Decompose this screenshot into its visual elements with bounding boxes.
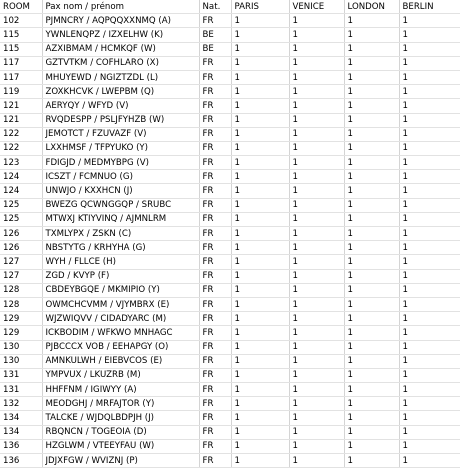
london-cell[interactable]: 1 — [344, 113, 399, 127]
berlin-cell[interactable]: 1 — [399, 170, 460, 184]
room-cell[interactable]: 129 — [0, 312, 42, 326]
venice-cell[interactable]: 1 — [289, 184, 344, 198]
room-cell[interactable]: 125 — [0, 198, 42, 212]
nationality-cell[interactable]: FR — [199, 368, 231, 382]
london-cell[interactable]: 1 — [344, 439, 399, 453]
pax-name-cell[interactable]: WJZWIQVV / CIDADYARC (M) — [42, 312, 199, 326]
header-berlin[interactable]: BERLIN — [399, 0, 460, 14]
header-london[interactable]: LONDON — [344, 0, 399, 14]
venice-cell[interactable]: 1 — [289, 227, 344, 241]
table-row — [0, 368, 460, 382]
london-cell[interactable]: 1 — [344, 411, 399, 425]
paris-cell[interactable]: 1 — [231, 227, 289, 241]
venice-cell[interactable]: 1 — [289, 297, 344, 311]
room-cell[interactable]: 127 — [0, 269, 42, 283]
london-cell[interactable]: 1 — [344, 227, 399, 241]
table-row — [0, 283, 460, 297]
paris-cell[interactable]: 1 — [231, 255, 289, 269]
nationality-cell[interactable]: FR — [199, 212, 231, 226]
table-row — [0, 14, 460, 28]
room-cell[interactable]: 124 — [0, 170, 42, 184]
london-cell[interactable]: 1 — [344, 326, 399, 340]
pax-name-cell[interactable]: ICKBODIM / WFKWO MNHAGC — [42, 326, 199, 340]
room-cell[interactable]: 119 — [0, 85, 42, 99]
pax-name-cell[interactable]: ICSZT / FCMNUO (G) — [42, 170, 199, 184]
venice-cell[interactable]: 1 — [289, 127, 344, 141]
berlin-cell[interactable]: 1 — [399, 255, 460, 269]
pax-name-cell[interactable]: LXXHMSF / TFPYUKO (Y) — [42, 141, 199, 155]
nationality-cell[interactable]: BE — [199, 42, 231, 56]
pax-name-cell[interactable]: NBSTYTG / KRHYHA (G) — [42, 241, 199, 255]
london-cell[interactable]: 1 — [344, 42, 399, 56]
berlin-cell[interactable]: 1 — [399, 212, 460, 226]
venice-cell[interactable]: 1 — [289, 85, 344, 99]
pax-name-cell[interactable]: HZGLWM / VTEEYFAU (W) — [42, 439, 199, 453]
room-cell[interactable]: 128 — [0, 283, 42, 297]
nationality-cell[interactable]: FR — [199, 397, 231, 411]
paris-cell[interactable]: 1 — [231, 70, 289, 84]
nationality-cell[interactable]: FR — [199, 297, 231, 311]
table-row — [0, 255, 460, 269]
nationality-cell[interactable]: FR — [199, 85, 231, 99]
venice-cell[interactable]: 1 — [289, 241, 344, 255]
pax-name-cell[interactable]: HHFFNM / IGIWYY (A) — [42, 383, 199, 397]
venice-cell[interactable]: 1 — [289, 340, 344, 354]
nationality-cell[interactable]: FR — [199, 411, 231, 425]
header-pax-name[interactable]: Pax nom / prénom — [42, 0, 199, 14]
berlin-cell[interactable]: 1 — [399, 156, 460, 170]
paris-cell[interactable]: 1 — [231, 368, 289, 382]
room-cell[interactable]: 131 — [0, 383, 42, 397]
berlin-cell[interactable]: 1 — [399, 340, 460, 354]
london-cell[interactable]: 1 — [344, 269, 399, 283]
nationality-cell[interactable]: FR — [199, 113, 231, 127]
venice-cell[interactable]: 1 — [289, 283, 344, 297]
nationality-cell[interactable]: FR — [199, 141, 231, 155]
paris-cell[interactable]: 1 — [231, 283, 289, 297]
table-row — [0, 312, 460, 326]
table-row — [0, 425, 460, 439]
nationality-cell[interactable]: FR — [199, 184, 231, 198]
berlin-cell[interactable]: 1 — [399, 42, 460, 56]
berlin-cell[interactable]: 1 — [399, 383, 460, 397]
room-cell[interactable]: 126 — [0, 227, 42, 241]
pax-name-cell[interactable]: BWEZG QCWNGGQP / SRUBC — [42, 198, 199, 212]
header-room[interactable]: ROOM — [0, 0, 42, 14]
table-row — [0, 411, 460, 425]
london-cell[interactable]: 1 — [344, 184, 399, 198]
berlin-cell[interactable]: 1 — [399, 326, 460, 340]
table-row — [0, 212, 460, 226]
table-row — [0, 269, 460, 283]
room-cell[interactable]: 130 — [0, 354, 42, 368]
pax-name-cell[interactable]: AZXIBMAM / HCMKQF (W) — [42, 42, 199, 56]
paris-cell[interactable]: 1 — [231, 312, 289, 326]
table-row — [0, 99, 460, 113]
table-row — [0, 127, 460, 141]
table-row — [0, 354, 460, 368]
berlin-cell[interactable]: 1 — [399, 354, 460, 368]
berlin-cell[interactable]: 1 — [399, 227, 460, 241]
london-cell[interactable]: 1 — [344, 212, 399, 226]
pax-name-cell[interactable]: WYH / FLLCE (H) — [42, 255, 199, 269]
nationality-cell[interactable]: BE — [199, 28, 231, 42]
london-cell[interactable]: 1 — [344, 283, 399, 297]
room-cell[interactable]: 127 — [0, 255, 42, 269]
nationality-cell[interactable]: FR — [199, 269, 231, 283]
paris-cell[interactable]: 1 — [231, 269, 289, 283]
table-row — [0, 141, 460, 155]
room-cell[interactable]: 131 — [0, 368, 42, 382]
nationality-cell[interactable]: FR — [199, 241, 231, 255]
london-cell[interactable]: 1 — [344, 354, 399, 368]
berlin-cell[interactable]: 1 — [399, 70, 460, 84]
pax-name-cell[interactable]: AMNKULWH / EIEBVCOS (E) — [42, 354, 199, 368]
pax-name-cell[interactable]: RVQDESPP / PSLJFYHZB (W) — [42, 113, 199, 127]
table-row — [0, 85, 460, 99]
table-row — [0, 227, 460, 241]
paris-cell[interactable]: 1 — [231, 411, 289, 425]
room-cell[interactable]: 123 — [0, 156, 42, 170]
london-cell[interactable]: 1 — [344, 425, 399, 439]
berlin-cell[interactable]: 1 — [399, 397, 460, 411]
berlin-cell[interactable]: 1 — [399, 141, 460, 155]
venice-cell[interactable]: 1 — [289, 56, 344, 70]
nationality-cell[interactable]: FR — [199, 198, 231, 212]
table-row — [0, 340, 460, 354]
berlin-cell[interactable]: 1 — [399, 454, 460, 468]
venice-cell[interactable]: 1 — [289, 411, 344, 425]
london-cell[interactable]: 1 — [344, 56, 399, 70]
table-row — [0, 439, 460, 453]
table-row — [0, 383, 460, 397]
london-cell[interactable]: 1 — [344, 255, 399, 269]
nationality-cell[interactable]: FR — [199, 227, 231, 241]
table-row — [0, 70, 460, 84]
room-cell[interactable]: 134 — [0, 425, 42, 439]
london-cell[interactable]: 1 — [344, 340, 399, 354]
venice-cell[interactable]: 1 — [289, 141, 344, 155]
table-row — [0, 326, 460, 340]
table-row — [0, 198, 460, 212]
room-cell[interactable]: 121 — [0, 99, 42, 113]
nationality-cell[interactable]: FR — [199, 283, 231, 297]
venice-cell[interactable]: 1 — [289, 255, 344, 269]
paris-cell[interactable]: 1 — [231, 170, 289, 184]
pax-name-cell[interactable]: YWNLENQPZ / IZXELHW (K) — [42, 28, 199, 42]
venice-cell[interactable]: 1 — [289, 113, 344, 127]
pax-name-cell[interactable]: UNWJO / KXXHCN (J) — [42, 184, 199, 198]
nationality-cell[interactable]: FR — [199, 354, 231, 368]
pax-name-cell[interactable]: ZGD / KVYP (F) — [42, 269, 199, 283]
paris-cell[interactable]: 1 — [231, 14, 289, 28]
room-cell[interactable]: 130 — [0, 340, 42, 354]
paris-cell[interactable]: 1 — [231, 141, 289, 155]
nationality-cell[interactable]: FR — [199, 170, 231, 184]
table-body — [0, 14, 460, 468]
paris-cell[interactable]: 1 — [231, 99, 289, 113]
berlin-cell[interactable]: 1 — [399, 297, 460, 311]
pax-name-cell[interactable]: TXMLYPX / ZSKN (C) — [42, 227, 199, 241]
paris-cell[interactable]: 1 — [231, 425, 289, 439]
room-cell[interactable]: 128 — [0, 297, 42, 311]
pax-name-cell[interactable]: AERYQY / WFYD (V) — [42, 99, 199, 113]
pax-name-cell[interactable]: CBDEYBGQE / MKMIPIO (Y) — [42, 283, 199, 297]
pax-name-cell[interactable]: PJBCCCX VOB / EEHAPGY (O) — [42, 340, 199, 354]
berlin-cell[interactable]: 1 — [399, 113, 460, 127]
room-cell[interactable]: 126 — [0, 241, 42, 255]
nationality-cell[interactable]: FR — [199, 326, 231, 340]
table-row — [0, 297, 460, 311]
paris-cell[interactable]: 1 — [231, 127, 289, 141]
paris-cell[interactable]: 1 — [231, 184, 289, 198]
london-cell[interactable]: 1 — [344, 14, 399, 28]
table-row — [0, 241, 460, 255]
venice-cell[interactable]: 1 — [289, 383, 344, 397]
berlin-cell[interactable]: 1 — [399, 28, 460, 42]
pax-name-cell[interactable]: MTWXJ KTIYVINQ / AJMNLRM — [42, 212, 199, 226]
pax-name-cell[interactable]: RBQNCN / TOGEOIA (D) — [42, 425, 199, 439]
table-row — [0, 42, 460, 56]
paris-cell[interactable]: 1 — [231, 454, 289, 468]
berlin-cell[interactable]: 1 — [399, 439, 460, 453]
room-cell[interactable]: 124 — [0, 184, 42, 198]
nationality-cell[interactable]: FR — [199, 425, 231, 439]
paris-cell[interactable]: 1 — [231, 198, 289, 212]
nationality-cell[interactable]: FR — [199, 70, 231, 84]
paris-cell[interactable]: 1 — [231, 241, 289, 255]
room-cell[interactable]: 134 — [0, 411, 42, 425]
paris-cell[interactable]: 1 — [231, 56, 289, 70]
london-cell[interactable]: 1 — [344, 198, 399, 212]
room-cell[interactable]: 125 — [0, 212, 42, 226]
berlin-cell[interactable]: 1 — [399, 241, 460, 255]
london-cell[interactable]: 1 — [344, 368, 399, 382]
berlin-cell[interactable]: 1 — [399, 56, 460, 70]
room-cell[interactable]: 117 — [0, 56, 42, 70]
pax-name-cell[interactable]: TALCKE / WJDQLBDPJH (J) — [42, 411, 199, 425]
nationality-cell[interactable]: FR — [199, 312, 231, 326]
london-cell[interactable]: 1 — [344, 383, 399, 397]
header-nationality[interactable]: Nat. — [199, 0, 231, 14]
london-cell[interactable]: 1 — [344, 70, 399, 84]
berlin-cell[interactable]: 1 — [399, 99, 460, 113]
pax-name-cell[interactable]: FDIGJD / MEDMYBPG (V) — [42, 156, 199, 170]
venice-cell[interactable]: 1 — [289, 198, 344, 212]
venice-cell[interactable]: 1 — [289, 368, 344, 382]
berlin-cell[interactable]: 1 — [399, 198, 460, 212]
nationality-cell[interactable]: FR — [199, 56, 231, 70]
pax-name-cell[interactable]: MEODGHJ / MRFAJTOR (Y) — [42, 397, 199, 411]
room-cell[interactable]: 132 — [0, 397, 42, 411]
pax-name-cell[interactable]: JDJXFGW / WVIZNJ (P) — [42, 454, 199, 468]
paris-cell[interactable]: 1 — [231, 383, 289, 397]
venice-cell[interactable]: 1 — [289, 354, 344, 368]
london-cell[interactable]: 1 — [344, 241, 399, 255]
table-row — [0, 170, 460, 184]
room-cell[interactable]: 136 — [0, 439, 42, 453]
venice-cell[interactable]: 1 — [289, 439, 344, 453]
table-row — [0, 113, 460, 127]
paris-cell[interactable]: 1 — [231, 297, 289, 311]
london-cell[interactable]: 1 — [344, 454, 399, 468]
london-cell[interactable]: 1 — [344, 297, 399, 311]
nationality-cell[interactable]: FR — [199, 454, 231, 468]
venice-cell[interactable]: 1 — [289, 212, 344, 226]
berlin-cell[interactable]: 1 — [399, 312, 460, 326]
room-cell[interactable]: 102 — [0, 14, 42, 28]
pax-name-cell[interactable]: OWMCHCVMM / VJYMBRX (E) — [42, 297, 199, 311]
berlin-cell[interactable]: 1 — [399, 283, 460, 297]
venice-cell[interactable]: 1 — [289, 28, 344, 42]
london-cell[interactable]: 1 — [344, 170, 399, 184]
table-row — [0, 184, 460, 198]
berlin-cell[interactable]: 1 — [399, 85, 460, 99]
london-cell[interactable]: 1 — [344, 85, 399, 99]
paris-cell[interactable]: 1 — [231, 340, 289, 354]
venice-cell[interactable]: 1 — [289, 170, 344, 184]
berlin-cell[interactable]: 1 — [399, 127, 460, 141]
berlin-cell[interactable]: 1 — [399, 269, 460, 283]
paris-cell[interactable]: 1 — [231, 439, 289, 453]
header-venice[interactable]: VENICE — [289, 0, 344, 14]
nationality-cell[interactable]: FR — [199, 14, 231, 28]
paris-cell[interactable]: 1 — [231, 326, 289, 340]
header-row — [0, 0, 460, 14]
nationality-cell[interactable]: FR — [199, 99, 231, 113]
table-row — [0, 156, 460, 170]
paris-cell[interactable]: 1 — [231, 85, 289, 99]
paris-cell[interactable]: 1 — [231, 42, 289, 56]
venice-cell[interactable]: 1 — [289, 454, 344, 468]
pax-name-cell[interactable]: MHUYEWD / NGIZTZDL (L) — [42, 70, 199, 84]
venice-cell[interactable]: 1 — [289, 397, 344, 411]
pax-name-cell[interactable]: YMPVUX / LKUZRB (M) — [42, 368, 199, 382]
venice-cell[interactable]: 1 — [289, 269, 344, 283]
paris-cell[interactable]: 1 — [231, 354, 289, 368]
nationality-cell[interactable]: FR — [199, 340, 231, 354]
nationality-cell[interactable]: FR — [199, 156, 231, 170]
pax-name-cell[interactable]: PJMNCRY / AQPQQXXNMQ (A) — [42, 14, 199, 28]
room-cell[interactable]: 117 — [0, 70, 42, 84]
london-cell[interactable]: 1 — [344, 127, 399, 141]
london-cell[interactable]: 1 — [344, 397, 399, 411]
venice-cell[interactable]: 1 — [289, 425, 344, 439]
paris-cell[interactable]: 1 — [231, 397, 289, 411]
nationality-cell[interactable]: FR — [199, 127, 231, 141]
table-row — [0, 454, 460, 468]
london-cell[interactable]: 1 — [344, 141, 399, 155]
berlin-cell[interactable]: 1 — [399, 411, 460, 425]
berlin-cell[interactable]: 1 — [399, 368, 460, 382]
room-cell[interactable]: 115 — [0, 42, 42, 56]
paris-cell[interactable]: 1 — [231, 212, 289, 226]
london-cell[interactable]: 1 — [344, 99, 399, 113]
nationality-cell[interactable]: FR — [199, 439, 231, 453]
nationality-cell[interactable]: FR — [199, 383, 231, 397]
berlin-cell[interactable]: 1 — [399, 425, 460, 439]
venice-cell[interactable]: 1 — [289, 156, 344, 170]
london-cell[interactable]: 1 — [344, 28, 399, 42]
room-cell[interactable]: 122 — [0, 127, 42, 141]
venice-cell[interactable]: 1 — [289, 42, 344, 56]
nationality-cell[interactable]: FR — [199, 255, 231, 269]
pax-name-cell[interactable]: GZTVTKM / COFHLARO (X) — [42, 56, 199, 70]
header-paris[interactable]: PARIS — [231, 0, 289, 14]
berlin-cell[interactable]: 1 — [399, 14, 460, 28]
venice-cell[interactable]: 1 — [289, 70, 344, 84]
paris-cell[interactable]: 1 — [231, 113, 289, 127]
table-row — [0, 56, 460, 70]
room-cell[interactable]: 121 — [0, 113, 42, 127]
paris-cell[interactable]: 1 — [231, 156, 289, 170]
venice-cell[interactable]: 1 — [289, 14, 344, 28]
pax-name-cell[interactable]: ZOXKHCVK / LWEPBM (Q) — [42, 85, 199, 99]
table-row — [0, 28, 460, 42]
room-cell[interactable]: 115 — [0, 28, 42, 42]
table-row — [0, 397, 460, 411]
room-cell[interactable]: 136 — [0, 454, 42, 468]
venice-cell[interactable]: 1 — [289, 312, 344, 326]
berlin-cell[interactable]: 1 — [399, 184, 460, 198]
pax-name-cell[interactable]: JEMOTCT / FZUVAZF (V) — [42, 127, 199, 141]
paris-cell[interactable]: 1 — [231, 28, 289, 42]
room-cell[interactable]: 122 — [0, 141, 42, 155]
london-cell[interactable]: 1 — [344, 312, 399, 326]
room-cell[interactable]: 129 — [0, 326, 42, 340]
venice-cell[interactable]: 1 — [289, 99, 344, 113]
venice-cell[interactable]: 1 — [289, 326, 344, 340]
london-cell[interactable]: 1 — [344, 156, 399, 170]
